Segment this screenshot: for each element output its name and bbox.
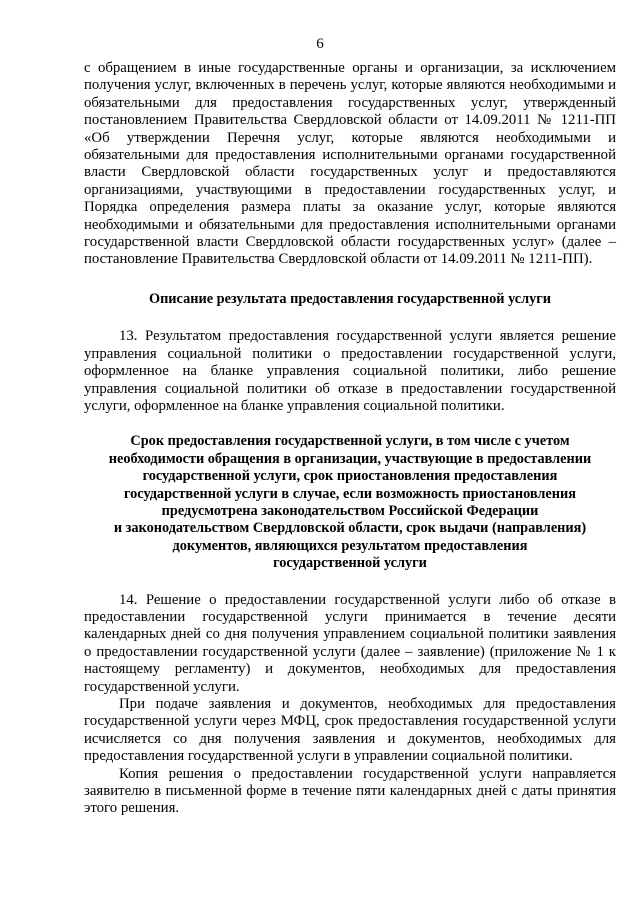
paragraph-14: 14. Решение о предоставлении государственной услуги либо об отказе в предоставлении государственной услуги принимается в течение десяти календарных дней со дня получения управлением социальной политики заявления о предоставлении государственной услуги (далее – заявление) (приложение № 1 к настоящему регламенту) и документов, необходимых для предоставления государственной услуги. [84, 591, 616, 695]
paragraph-continuation: с обращением в иные государственные органы и организации, за исключением получения услуг, включенных в перечень услуг, которые являются необходимыми и обязательными для предоставления государственных услуг, утвержденный постановлением Правительства Свердловской области от 14.09.2011 № 1211-ПП «Об утверждении Перечня услуг, которые являются необходимыми и обязательными для предоставления исполнительными органами государственной власти Свердловской области государственных услуг и предоставляются организациями, участвующими в предоставлении государственных услуг, и Порядка определения размера платы за оказание услуг, которые являются необходимыми и обязательными для предоставления исполнительными органами государственной власти Свердловской области государственных услуг» (далее – постановление Правительства Свердловской области от 14.09.2011 № 1211-ПП). [84, 60, 616, 268]
paragraph-mfc: При подаче заявления и документов, необходимых для предоставления государственной услуги через МФЦ, срок предоставления государственной услуги исчисляется со дня получения заявления и документов, необходимых для предоставления государственной услуги в управлении социальной политики. [84, 696, 616, 765]
heading-line: государственной услуги, срок приостановления предоставления [142, 468, 558, 485]
section-heading-result: Описание результата предоставления государственной услуги [148, 290, 552, 307]
heading-line: необходимости обращения в организации, участвующие в предоставлении [108, 450, 592, 467]
heading-line: документов, являющихся результатом предоставления [172, 537, 528, 554]
paragraph-copy-decision: Копия решения о предоставлении государственной услуги направляется заявителю в письменной форме в течение пяти календарных дней с даты принятия этого решения. [84, 765, 616, 817]
heading-line: государственной услуги [273, 555, 427, 572]
page-number: 6 [316, 36, 324, 52]
heading-line: государственной услуги в случае, если возможность приостановления [124, 485, 576, 502]
section-heading-deadline [84, 433, 616, 572]
heading-line: Срок предоставления государственной услуги, в том числе с учетом [130, 433, 570, 450]
heading-line: и законодательством Свердловской области, срок выдачи (направления) [113, 520, 587, 537]
heading-line: предусмотрена законодательством Российской Федерации [161, 502, 539, 519]
paragraph-13: 13. Результатом предоставления государственной услуги является решение управления социальной политики о предоставлении государственной услуги, оформленное на бланке управления социальной политики, либо решение управления социальной политики об отказе в предоставлении государственной услуги, оформленное на бланке управления социальной политики. [84, 328, 616, 414]
document-body [84, 60, 616, 818]
